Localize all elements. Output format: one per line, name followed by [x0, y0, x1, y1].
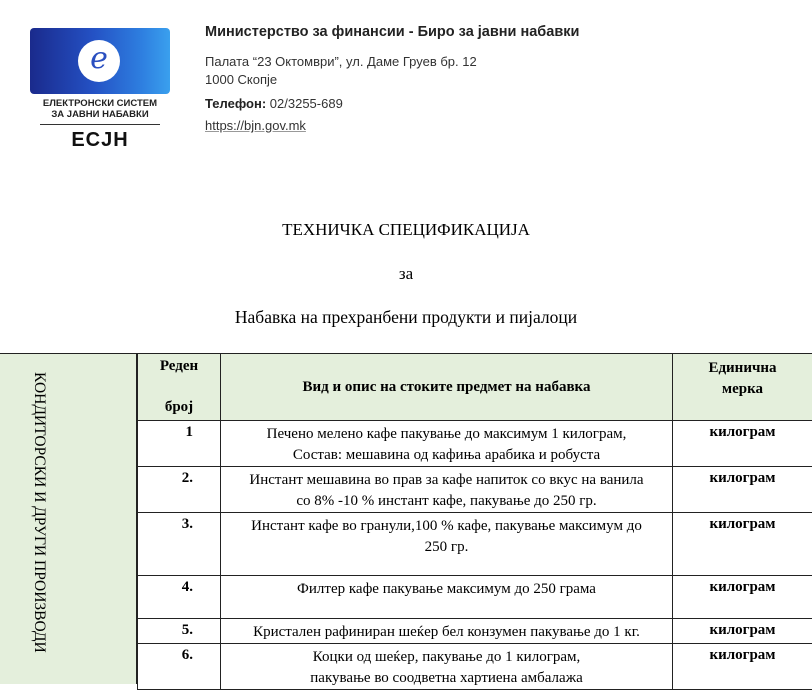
logo-divider	[40, 124, 160, 125]
row-description: Печено мелено кафе пакување до максимум 1 килограм, Состав: мешавина од кафиња арабика и робуста	[221, 421, 673, 467]
table-row	[138, 513, 812, 576]
phone-label: Телефон:	[205, 96, 266, 111]
specification-table	[137, 353, 812, 690]
row-number: 5.	[138, 619, 221, 644]
address-line2: 1000 Скопје	[205, 72, 277, 87]
row-description: Филтер кафе пакување максимум до 250 грама	[221, 576, 673, 619]
row-unit: килограм	[673, 467, 812, 513]
row-unit: килограм	[673, 644, 812, 690]
row-description: Инстант мешавина во прав за кафе напиток со вкус на ванила со 8% -10 % инстант кафе, пакување до 250 гр.	[221, 467, 673, 513]
header-unit	[673, 354, 812, 421]
website-link[interactable]: https://bjn.gov.mk	[205, 118, 306, 133]
row-number: 2.	[138, 467, 221, 513]
document-connector: за	[0, 264, 812, 284]
phone-value: 02/3255-689	[270, 96, 343, 111]
address-line1: Палата “23 Октомври”, ул. Даме Груев бр. 12	[205, 54, 477, 69]
category-label: КОНДИТОРСКИ И ДРУГИ ПРОИЗВОДИ	[20, 372, 58, 672]
header-description: Вид и опис на стоките предмет на набавка	[221, 354, 673, 421]
document-title: ТЕХНИЧКА СПЕЦИФИКАЦИЈА	[0, 220, 812, 240]
logo	[30, 28, 170, 94]
row-unit: килограм	[673, 513, 812, 576]
header-unit-line2: мерка	[673, 379, 812, 400]
row-unit: килограм	[673, 421, 812, 467]
row-number: 1	[138, 421, 221, 467]
logo-acronym: ЕСЈН	[30, 129, 170, 152]
row-unit: килограм	[673, 576, 812, 619]
logo-caption-line1: ЕЛЕКТРОНСКИ СИСТЕМ	[30, 98, 170, 109]
document-subject: Набавка на прехранбени продукти и пијалоци	[0, 307, 812, 328]
row-description: Коцки од шеќер, пакување до 1 килограм, пакување во соодветна хартиена амбалажа	[221, 644, 673, 690]
row-number: 3.	[138, 513, 221, 576]
table-row	[138, 644, 812, 690]
row-number: 6.	[138, 644, 221, 690]
logo-e-icon: e	[78, 40, 120, 82]
header-number-line2: број	[138, 399, 220, 416]
organization-name: Министерство за финансии - Биро за јавни набавки	[205, 24, 579, 40]
table-row	[138, 619, 812, 644]
table-header-row	[138, 354, 812, 421]
table-row	[138, 467, 812, 513]
logo-caption-line2: ЗА ЈАВНИ НАБАВКИ	[30, 109, 170, 120]
row-number: 4.	[138, 576, 221, 619]
category-cell	[0, 353, 137, 684]
table-row	[138, 576, 812, 619]
header-unit-line1: Единична	[673, 358, 812, 379]
header-number-line1: Реден	[138, 358, 220, 375]
row-description: Инстант кафе во гранули,100 % кафе, пакување максимум до 250 гр.	[221, 513, 673, 576]
row-unit: килограм	[673, 619, 812, 644]
table-row	[138, 421, 812, 467]
row-description: Кристален рафиниран шеќер бел конзумен пакување до 1 кг.	[221, 619, 673, 644]
phone	[205, 96, 343, 111]
header-number	[138, 354, 221, 421]
